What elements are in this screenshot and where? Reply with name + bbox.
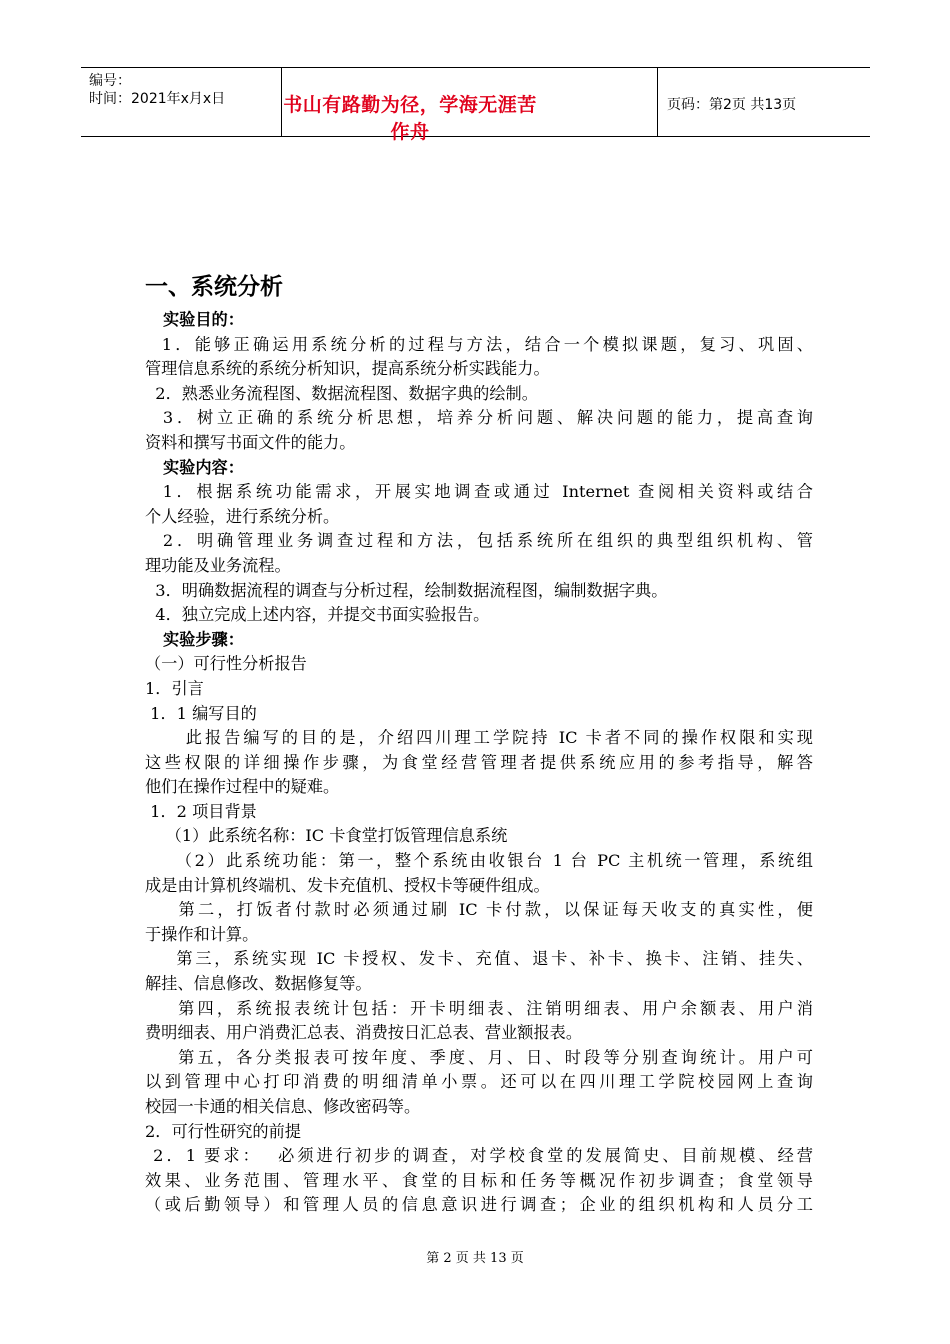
text-line: 2．熟悉业务流程图、数据流程图、数据字典的绘制。 xyxy=(145,383,538,403)
date-line: 时间：2021年x月x日 xyxy=(89,91,226,107)
text-line: 此报告编写的目的是，介绍四川理工学院持 IC 卡者不同的操作权限和实现 xyxy=(145,728,813,748)
text-line: （或后勤领导）和管理人员的信息意识进行调查；企业的组织机构和人员分工 xyxy=(145,1195,813,1215)
text-line: 3．明确数据流程的调查与分析过程，绘制数据流程图，编制数据字典。 xyxy=(145,580,668,600)
page-footer: 第 2 页 共 13 页 xyxy=(426,1251,524,1266)
text-line: 效果、业务范围、管理水平、食堂的目标和任务等概况作初步调查；食堂领导 xyxy=(145,1170,813,1190)
header-meta xyxy=(89,72,225,108)
text-line: 1．1 编写目的 xyxy=(145,703,257,723)
text-line: 2．可行性研究的前提 xyxy=(145,1121,301,1141)
text-line: （1）此系统名称：IC 卡食堂打饭管理信息系统 xyxy=(145,826,508,846)
text-line: 管理信息系统的系统分析知识，提高系统分析实践能力。 xyxy=(145,359,550,379)
text-line: 第四，系统报表统计包括：开卡明细表、注销明细表、用户余额表、用户消 xyxy=(145,998,813,1018)
text-line: 这些权限的详细操作步骤，为食堂经营管理者提供系统应用的参考指导，解答 xyxy=(145,752,813,772)
text-line: 他们在操作过程中的疑难。 xyxy=(145,777,340,797)
text-line: 解挂、信息修改、数据修复等。 xyxy=(145,974,372,994)
subheading-line: 实验步骤： xyxy=(163,629,244,649)
text-line: 第五，各分类报表可按年度、季度、月、日、时段等分别查询统计。用户可 xyxy=(145,1047,813,1067)
subheading-line: 实验内容： xyxy=(163,457,244,477)
section-heading: 一、系统分析 xyxy=(145,274,283,300)
header-page-number: 页码：第2页 共13页 xyxy=(667,97,797,113)
text-line: 校园一卡通的相关信息、修改密码等。 xyxy=(145,1097,421,1116)
text-line: 资料和撰写书面文件的能力。 xyxy=(145,432,356,452)
text-line: 2．明确管理业务调查过程和方法，包括系统所在组织的典型组织机构、管 xyxy=(145,531,813,551)
serial-label: 编号： xyxy=(89,73,131,89)
body-text xyxy=(145,308,813,1218)
text-line: （一）可行性分析报告 xyxy=(145,654,307,674)
text-line: 2．1 要求： 必须进行初步的调查，对学校食堂的发展简史、目前规模、经营 xyxy=(145,1146,813,1166)
header-divider xyxy=(657,68,658,137)
text-line: 1．引言 xyxy=(145,678,204,698)
text-line: 1．能够正确运用系统分析的过程与方法，结合一个模拟课题，复习、巩固、 xyxy=(145,334,813,354)
text-line: 理功能及业务流程。 xyxy=(145,555,291,575)
text-line: 1．2 项目背景 xyxy=(145,801,257,821)
text-line: 费明细表、用户消费汇总表、消费按日汇总表、营业额报表。 xyxy=(145,1023,583,1043)
text-line: 1．根据系统功能需求，开展实地调查或通过 Internet 查阅相关资料或结合 xyxy=(145,482,813,502)
text-line: 以到管理中心打印消费的明细清单小票。还可以在四川理工学院校园网上查询 xyxy=(145,1072,813,1092)
page-header xyxy=(81,67,870,143)
text-line: 第二，打饭者付款时必须通过刷 IC 卡付款，以保证每天收支的真实性，便 xyxy=(145,900,813,920)
text-line: 第三，系统实现 IC 卡授权、发卡、充值、退卡、补卡、换卡、注销、挂失、 xyxy=(145,949,813,969)
header-motto: 书山有路勤为径，学海无涯苦作舟 xyxy=(283,94,537,143)
text-line: （2）此系统功能：第一，整个系统由收银台 1 台 PC 主机统一管理，系统组 xyxy=(145,851,813,871)
text-line: 4．独立完成上述内容，并提交书面实验报告。 xyxy=(145,605,490,625)
subheading-line: 实验目的： xyxy=(163,310,244,329)
text-line: 成是由计算机终端机、发卡充值机、授权卡等硬件组成。 xyxy=(145,875,550,895)
text-line: 于操作和计算。 xyxy=(145,924,259,944)
text-line: 个人经验，进行系统分析。 xyxy=(145,506,340,526)
text-line: 3．树立正确的系统分析思想，培养分析问题、解决问题的能力，提高查询 xyxy=(145,408,813,428)
